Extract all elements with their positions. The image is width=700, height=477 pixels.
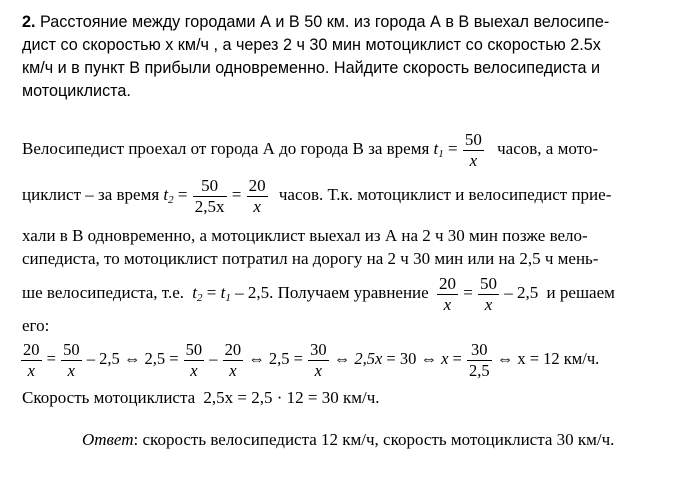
problem-line-4 <box>22 81 131 101</box>
equation-chain: $\frac{20}{x}$ = $\frac{50}{x}$ – 2,5 ⇔ 2,5 = $\frac{50}{x}$ – $\frac{20}{x}$ ⇔ 2,5 = $\frac{30}{x}$ ⇔ 2,5x = 30 ⇔ x = $\frac{30}{2,5}$ ⇔ x = 12 км/ч. <box>23 339 600 380</box>
solution-text-1a: Велосипедист проехал от города А до города В за время <box>22 139 430 158</box>
t2-symbol: $t_2$ <box>163 185 174 206</box>
solution-text-4: сипедиста, то мотоциклист потратил на дорогу на 2 ч 30 мин или на 2,5 ч мень- <box>22 249 599 268</box>
fraction-50-over-25x: $\frac{50}{2,5x}$ <box>194 175 225 216</box>
answer-label: Ответ <box>82 430 134 449</box>
fraction-50-over-x-2: $\frac{50}{x}$ <box>480 273 498 314</box>
solution-text-6: его: <box>22 316 50 335</box>
answer-line <box>82 430 614 450</box>
iff-symbol: ⇔ <box>123 349 141 368</box>
problem-text-1: Расстояние между городами А и В 50 км. из города А в В выехал велосипе- <box>40 13 610 31</box>
minus-2-5: – 2,5 <box>235 283 270 302</box>
fraction-20-over-x: $\frac{20}{x}$ <box>248 175 266 216</box>
result-x-12: x = 12 км/ч. <box>517 349 600 368</box>
speed-expression: 2,5x = 2,5 · 12 = 30 км/ч. <box>203 388 380 407</box>
fraction-20-over-x-2: $\frac{20}{x}$ <box>438 273 456 314</box>
answer-text: : скорость велосипедиста 12 км/ч, скорость мотоциклиста 30 км/ч. <box>133 430 615 449</box>
solution-text-5a: ше велосипедиста, т.е. <box>22 283 184 302</box>
problem-line-2 <box>22 35 601 55</box>
problem-line-1 <box>22 12 609 32</box>
solution-text-5b: . Получаем уравнение <box>269 283 429 302</box>
solution-line-2: циклист – за время $t_2$ = $\frac{50}{2,5x}$ = $\frac{20}{x}$ часов. Т.к. мотоциклист и велосипедист прие- <box>22 175 612 216</box>
solution-text-2a: циклист – за время <box>22 185 160 204</box>
problem-text-4: мотоциклиста. <box>22 82 131 100</box>
t1-symbol: $t_1$ <box>433 139 444 160</box>
solution-text-1b: часов, а мото- <box>497 139 598 158</box>
solution-line-6 <box>22 316 49 336</box>
solution-line-1 <box>22 124 598 174</box>
equals-sign: = <box>448 139 458 158</box>
solution-line-5: ше велосипедиста, т.е. $t_2 = t_1 - 2,5$. Получаем уравнение $\frac{20}{x}$ = $\frac{50}{x}$ – 2,5 и решаем <box>22 273 615 314</box>
solution-text-3: хали в В одновременно, а мотоциклист выехал из А на 2 ч 30 мин позже вело- <box>22 226 588 245</box>
speed-line <box>22 388 380 408</box>
problem-text-3: км/ч и в пункт В прибыли одновременно. Найдите скорость велосипедиста и <box>22 59 601 77</box>
problem-number: 2. <box>22 13 36 31</box>
problem-text-2: дист со скоростью x км/ч , а через 2 ч 30 мин мотоциклист со скоростью 2.5х <box>22 36 601 54</box>
solution-line-4 <box>22 249 598 269</box>
fraction-50-over-x: $\frac{50}{x}$ <box>464 129 482 170</box>
solution-text-2b: часов. Т.к. мотоциклист и велосипедист прие- <box>278 185 612 204</box>
speed-label: Скорость мотоциклиста <box>22 388 196 407</box>
solution-text-5c: и решаем <box>546 283 615 302</box>
problem-line-3 <box>22 58 600 78</box>
solution-line-3 <box>22 226 588 246</box>
